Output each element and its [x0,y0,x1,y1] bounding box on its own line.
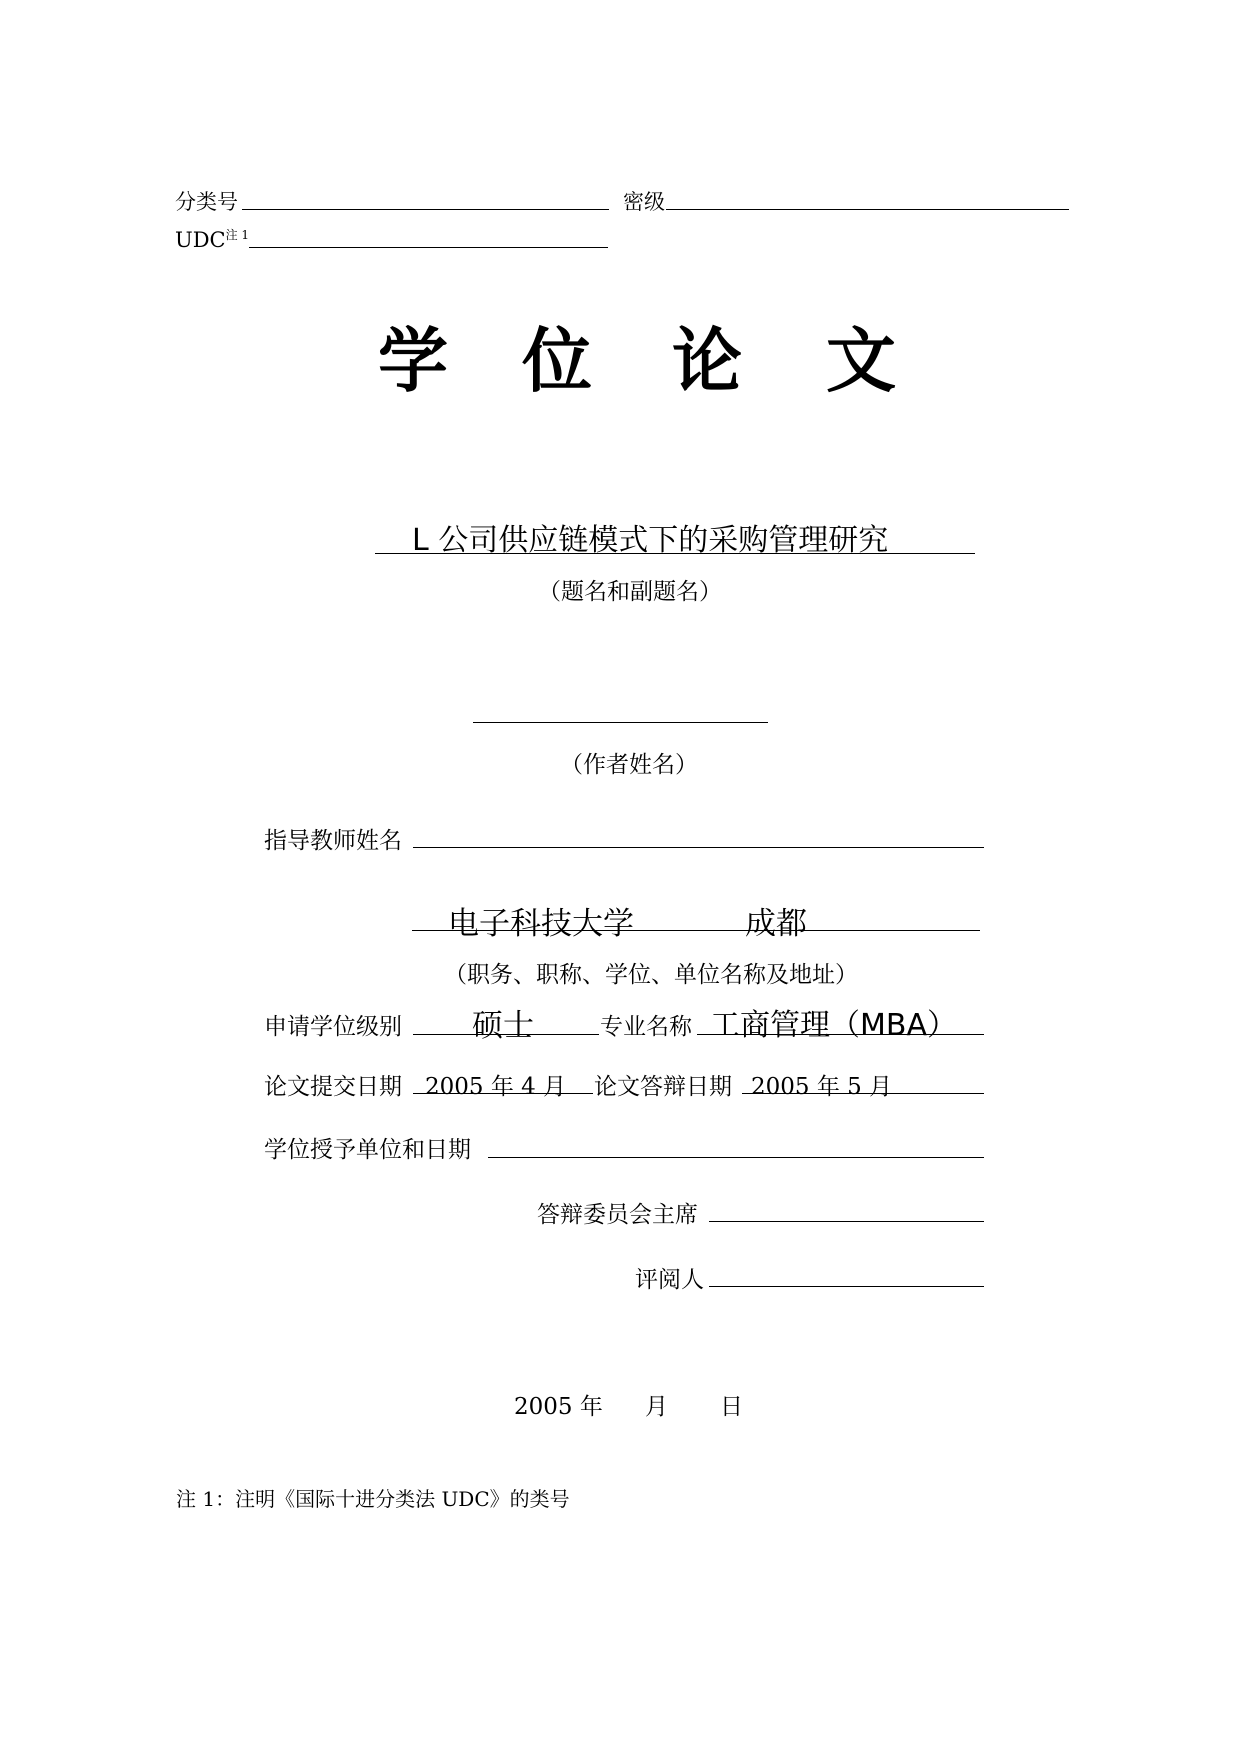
heading-char-2: 位 [522,319,592,402]
committee-chair-label: 答辩委员会主席 [537,1202,698,1228]
defense-date-label: 论文答辩日期 [594,1074,732,1100]
major-value[interactable]: 工商管理（MBA） [710,1008,957,1043]
affiliation-city: 成都 [745,906,807,942]
secrecy-field[interactable] [666,209,1069,210]
udc-label-group [175,226,249,252]
major-label: 专业名称 [600,1014,692,1040]
udc-note-mark: 注 1 [225,228,250,242]
secrecy-label: 密级 [623,190,665,214]
reviewer-label: 评阅人 [635,1267,704,1293]
reviewer-field[interactable] [709,1286,984,1287]
thesis-title: L 公司供应链模式下的采购管理研究 [412,523,889,558]
advisor-field[interactable] [413,847,984,848]
author-caption: （作者姓名） [560,752,698,778]
degree-level-label: 申请学位级别 [264,1014,402,1040]
heading-char-4: 文 [826,319,896,402]
udc-label: UDC [175,228,226,252]
footer-year: 2005 年 [514,1394,603,1420]
grant-field[interactable] [488,1157,984,1158]
degree-level-value[interactable]: 硕士 [472,1008,534,1044]
heading-char-1: 学 [378,319,448,402]
submission-date-value[interactable]: 2005 年 4 月 [425,1074,567,1100]
title-caption: （题名和副题名） [538,579,722,605]
submission-date-label: 论文提交日期 [264,1074,402,1100]
classification-label: 分类号 [175,190,238,214]
grant-label: 学位授予单位和日期 [264,1137,471,1163]
heading-char-3: 论 [672,319,742,402]
udc-field[interactable] [249,247,608,248]
classification-field[interactable] [242,209,609,210]
defense-date-value[interactable]: 2005 年 5 月 [751,1074,893,1100]
footnote: 注 1：注明《国际十进分类法 UDC》的类号 [176,1487,570,1511]
affiliation-caption: （职务、职称、学位、单位名称及地址） [444,962,858,988]
author-field[interactable] [473,722,768,723]
committee-chair-field[interactable] [709,1221,984,1222]
advisor-label: 指导教师姓名 [264,828,402,854]
footer-month: 月 [645,1394,668,1420]
footer-day: 日 [720,1394,743,1420]
affiliation-university: 电子科技大学 [448,906,634,942]
